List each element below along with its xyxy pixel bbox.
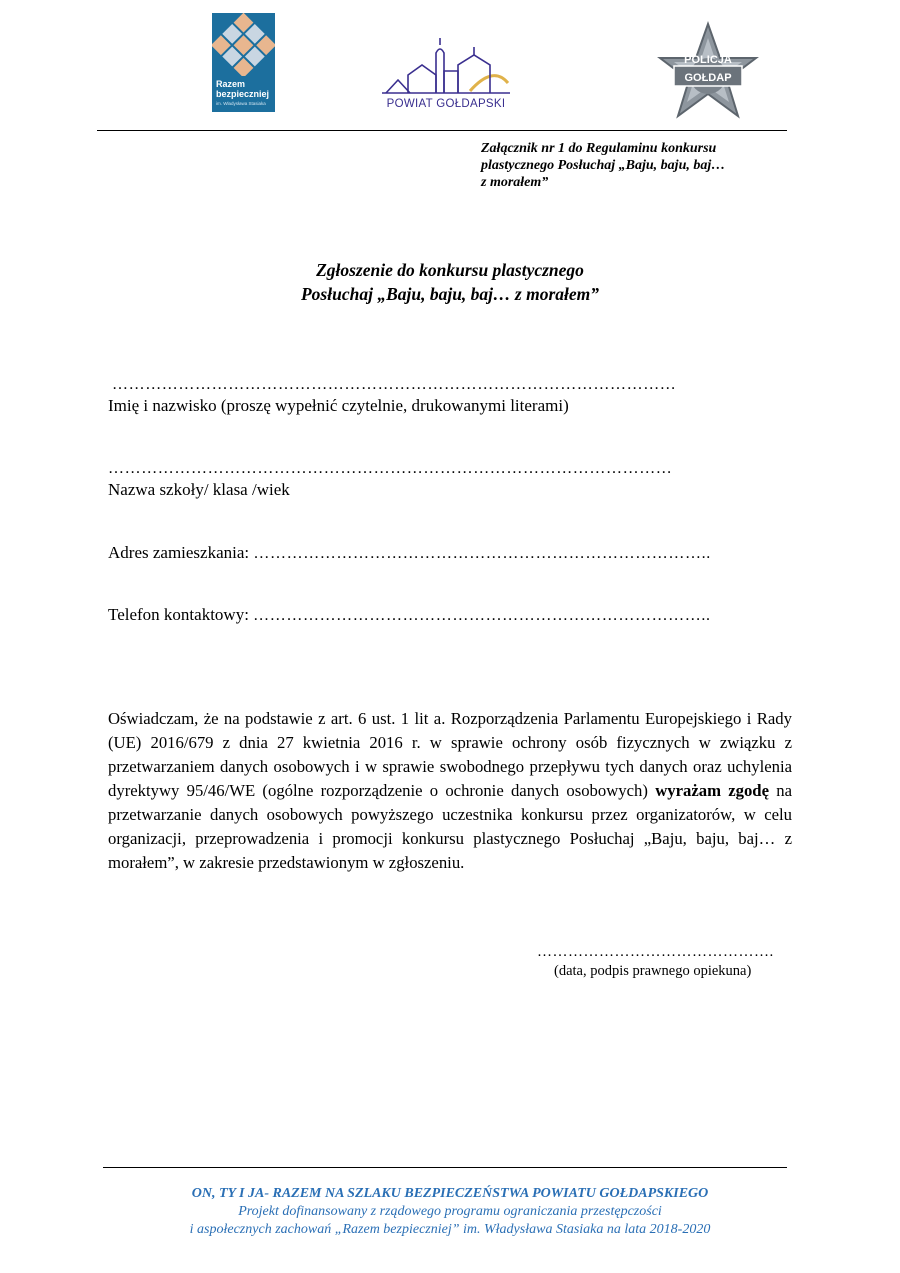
consent-text-part1: Oświadczam, że na podstawie z art. 6 ust. 1 lit a. Rozporządzenia Parlamentu Europejskiego i Rady (UE) 2016/679 z dnia 27 kwietnia 2016 r. w sprawie ochrony osób fizycznych w związku z przetwarzaniem danych osobowych i w sprawie swobodnego przepływu tych danych oraz uchylenia dyrektywy 95/46/WE (ogólne rozporządzenie o ochronie danych osobowych)	[108, 709, 792, 800]
razem-logo-sub: im. Władysława Stasiaka	[216, 101, 266, 106]
signature-dots[interactable]: ……………………………………….	[537, 944, 774, 960]
footer-project-name: ON, TY I JA- RAZEM NA SZLAKU BEZPIECZEŃSTWA POWIATU GOŁDAPSKIEGO	[191, 1186, 709, 1201]
footer-divider	[103, 1167, 787, 1168]
annex-line2: plastycznego Posłuchaj „Baju, baju, baj…	[481, 158, 726, 173]
signature-label: (data, podpis prawnego opiekuna)	[554, 963, 752, 979]
annex-line3: z morałem”	[481, 175, 549, 190]
policja-goldap-badge	[652, 20, 764, 132]
footer	[0, 1185, 900, 1239]
document-title	[0, 258, 900, 306]
consent-statement	[108, 707, 792, 875]
powiat-logo-text: POWIAT GOŁDAPSKI	[386, 98, 506, 110]
powiat-goldapski-logo	[378, 35, 514, 115]
policja-top-text: POLICJA	[684, 54, 732, 66]
church-skyline-icon	[378, 35, 514, 97]
school-field-dots[interactable]: …………………………………………………………………………………………	[108, 460, 673, 477]
annex-line1: Załącznik nr 1 do Regulaminu konkursu	[481, 141, 717, 156]
razem-bezpieczniej-logo	[212, 13, 275, 112]
phone-field-dots[interactable]: ………………………………………………………………………..	[253, 607, 711, 624]
school-field-label: Nazwa szkoły/ klasa /wiek	[108, 480, 290, 499]
address-field-dots[interactable]: ………………………………………………………………………..	[253, 545, 711, 562]
name-field-label: Imię i nazwisko (proszę wypełnić czytelnie, drukowanymi literami)	[108, 396, 569, 415]
razem-logo-line1: Razem	[216, 79, 246, 89]
title-line1: Zgłoszenie do konkursu plastycznego	[316, 260, 584, 280]
razem-logo-line2: bezpieczniej	[216, 89, 270, 99]
policja-bottom-text: GOŁDAP	[684, 72, 732, 84]
razem-logo-text	[216, 79, 269, 99]
phone-label-text: Telefon kontaktowy:	[108, 605, 249, 624]
footer-line3: i aspołecznych zachowań „Razem bezpieczniej” im. Władysława Stasiaka na lata 2018-2020	[189, 1222, 711, 1237]
name-field-dots[interactable]: …………………………………………………………………………………………	[112, 376, 677, 393]
phone-field-label	[108, 605, 711, 625]
footer-line2: Projekt dofinansowany z rządowego programu ograniczania przestępczości	[238, 1204, 662, 1219]
consent-text-part2: na przetwarzanie danych osobowych powyższego uczestnika konkursu przez organizatorów, w celu organizacji, przeprowadzenia i promocji konkursu plastycznego Posłuchaj „Baju, baju, baj… z morałem”, w zakresie przedstawionym w zgłoszeniu.	[108, 781, 792, 872]
title-line2: Posłuchaj „Baju, baju, baj… z morałem”	[300, 284, 600, 304]
annex-note	[481, 140, 781, 191]
header-divider	[97, 130, 787, 131]
address-field-label	[108, 543, 711, 563]
mosaic-icon	[212, 13, 275, 76]
police-star-icon	[652, 20, 764, 132]
address-label-text: Adres zamieszkania:	[108, 543, 250, 562]
consent-agree-bold: wyrażam zgodę	[655, 781, 769, 800]
